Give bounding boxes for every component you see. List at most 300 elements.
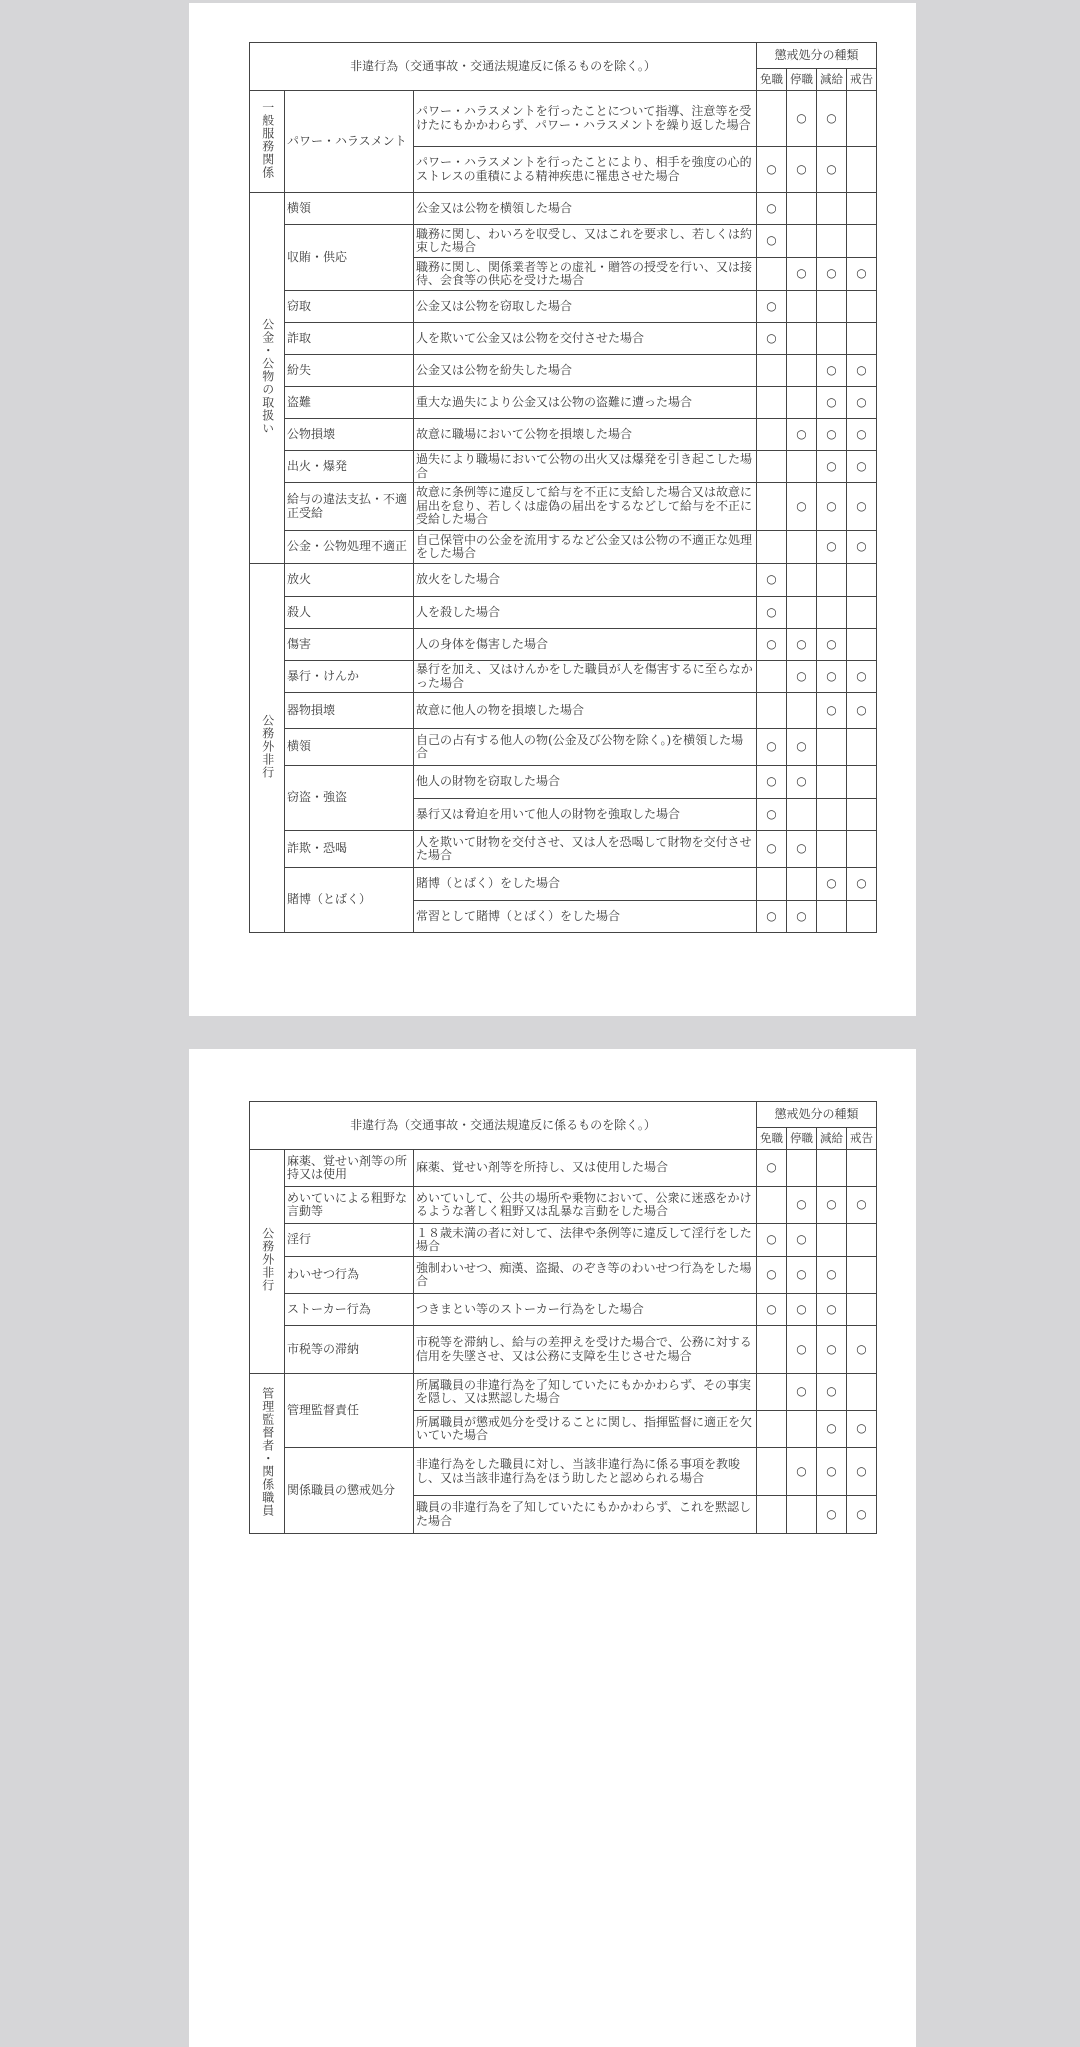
mark-cell-reprimand: [847, 225, 877, 258]
mark-cell-dismissal: [757, 1257, 787, 1294]
mark-cell-suspension: [787, 451, 817, 483]
mark-cell-dismissal: [757, 193, 787, 225]
subcategory-cell: 麻薬、覚せい剤等の所持又は使用: [285, 1150, 414, 1187]
category-label: 公務外非行: [260, 713, 275, 779]
act-description: 暴行又は脅迫を用いて他人の財物を強取した場合: [414, 799, 757, 831]
subcategory-cell: めいていによる粗野な言動等: [285, 1187, 414, 1224]
mark-cell-reprimand: [847, 291, 877, 323]
mark-cell-reprimand: [847, 1374, 877, 1411]
discipline-table: [249, 1101, 877, 1534]
table-row: [250, 291, 877, 323]
circle-mark: ○: [856, 426, 867, 441]
mark-cell-pay-cut: [817, 323, 847, 355]
act-description: 所属職員の非違行為を了知していたにもかかわらず、その事実を隠し、又は黙認した場合: [414, 1374, 757, 1411]
subcategory-cell: パワー・ハラスメント: [285, 91, 414, 193]
circle-mark: ○: [766, 330, 777, 345]
act-description: 職務に関し、関係業者等との虚礼・贈答の授受を行い、又は接待、会食等の供応を受けた場合: [414, 258, 757, 291]
mark-cell-reprimand: [847, 1294, 877, 1326]
mark-cell-suspension: [787, 225, 817, 258]
circle-mark: ○: [826, 539, 837, 554]
mark-cell-suspension: [787, 564, 817, 597]
act-description: 人を殺した場合: [414, 597, 757, 629]
mark-cell-pay-cut: [817, 1374, 847, 1411]
column-header: 免職: [757, 69, 787, 91]
circle-mark: ○: [826, 161, 837, 176]
mark-cell-suspension: [787, 1326, 817, 1374]
header-row: [250, 1102, 877, 1128]
subcategory-cell: 給与の違法支払・不適正受給: [285, 483, 414, 531]
mark-cell-reprimand: [847, 629, 877, 661]
mark-cell-dismissal: [757, 729, 787, 766]
mark-cell-reprimand: [847, 1326, 877, 1374]
header-kinds: 懲戒処分の種類: [757, 43, 877, 69]
act-description: 自己の占有する他人の物(公金及び公物を除く。)を横領した場合: [414, 729, 757, 766]
mark-cell-dismissal: [757, 225, 787, 258]
circle-mark: ○: [856, 458, 867, 473]
mark-cell-dismissal: [757, 1187, 787, 1224]
mark-cell-reprimand: [847, 1187, 877, 1224]
mark-cell-dismissal: [757, 1496, 787, 1534]
mark-cell-pay-cut: [817, 629, 847, 661]
circle-mark: ○: [856, 498, 867, 513]
circle-mark: ○: [826, 1267, 837, 1282]
circle-mark: ○: [766, 1160, 777, 1175]
circle-mark: ○: [826, 1463, 837, 1478]
circle-mark: ○: [766, 572, 777, 587]
act-description: 所属職員が懲戒処分を受けることに関し、指揮監督に適正を欠いていた場合: [414, 1411, 757, 1448]
column-header: 戒告: [847, 1128, 877, 1150]
circle-mark: ○: [856, 394, 867, 409]
mark-cell-dismissal: [757, 147, 787, 193]
act-description: 他人の財物を窃取した場合: [414, 766, 757, 799]
mark-cell-dismissal: [757, 1224, 787, 1257]
mark-cell-pay-cut: [817, 1294, 847, 1326]
mark-cell-dismissal: [757, 258, 787, 291]
circle-mark: ○: [766, 908, 777, 923]
column-header: 戒告: [847, 69, 877, 91]
document-page-2: [189, 1049, 916, 2047]
circle-mark: ○: [856, 1463, 867, 1478]
circle-mark: ○: [856, 1341, 867, 1356]
mark-cell-reprimand: [847, 483, 877, 531]
mark-cell-suspension: [787, 483, 817, 531]
mark-cell-reprimand: [847, 766, 877, 799]
header-kinds: 懲戒処分の種類: [757, 1102, 877, 1128]
mark-cell-dismissal: [757, 799, 787, 831]
mark-cell-dismissal: [757, 661, 787, 693]
column-header: 減給: [817, 69, 847, 91]
circle-mark: ○: [766, 636, 777, 651]
column-header: 減給: [817, 1128, 847, 1150]
circle-mark: ○: [766, 161, 777, 176]
category-cell: [250, 1150, 285, 1374]
circle-mark: ○: [766, 774, 777, 789]
mark-cell-dismissal: [757, 1448, 787, 1496]
act-description: つきまとい等のストーカー行為をした場合: [414, 1294, 757, 1326]
mark-cell-pay-cut: [817, 387, 847, 419]
table-row: [250, 451, 877, 483]
mark-cell-pay-cut: [817, 661, 847, 693]
mark-cell-dismissal: [757, 831, 787, 868]
mark-cell-suspension: [787, 1187, 817, 1224]
circle-mark: ○: [856, 362, 867, 377]
category-label: 管理監督者・関係職員: [260, 1386, 275, 1517]
table-row: [250, 323, 877, 355]
mark-cell-reprimand: [847, 831, 877, 868]
circle-mark: ○: [796, 739, 807, 754]
subcategory-cell: 詐取: [285, 323, 414, 355]
act-description: めいていして、公共の場所や乗物において、公衆に迷惑をかけるような著しく粗野又は乱暴な言動をした場合: [414, 1187, 757, 1224]
column-header: 停職: [787, 69, 817, 91]
category-cell: [250, 193, 285, 564]
act-description: 放火をした場合: [414, 564, 757, 597]
act-description: 自己保管中の公金を流用するなど公金又は公物の不適正な処理をした場合: [414, 531, 757, 564]
mark-cell-pay-cut: [817, 901, 847, 933]
mark-cell-pay-cut: [817, 147, 847, 193]
table-row: [250, 1294, 877, 1326]
subcategory-cell: 放火: [285, 564, 414, 597]
mark-cell-suspension: [787, 291, 817, 323]
subcategory-cell: 傷害: [285, 629, 414, 661]
header-act: 非違行為（交通事故・交通法規違反に係るものを除く。）: [250, 1102, 757, 1150]
mark-cell-suspension: [787, 766, 817, 799]
circle-mark: ○: [766, 200, 777, 215]
mark-cell-pay-cut: [817, 291, 847, 323]
act-description: 故意に職場において公物を損壊した場合: [414, 419, 757, 451]
table-row: [250, 419, 877, 451]
mark-cell-pay-cut: [817, 868, 847, 901]
mark-cell-suspension: [787, 629, 817, 661]
mark-cell-pay-cut: [817, 693, 847, 729]
circle-mark: ○: [826, 702, 837, 717]
mark-cell-pay-cut: [817, 766, 847, 799]
circle-mark: ○: [856, 266, 867, 281]
circle-mark: ○: [826, 458, 837, 473]
act-description: １８歳未満の者に対して、法律や条例等に違反して淫行をした場合: [414, 1224, 757, 1257]
act-description: 賭博（とばく）をした場合: [414, 868, 757, 901]
mark-cell-suspension: [787, 729, 817, 766]
mark-cell-pay-cut: [817, 564, 847, 597]
table-row: [250, 483, 877, 531]
circle-mark: ○: [766, 841, 777, 856]
mark-cell-pay-cut: [817, 419, 847, 451]
mark-cell-reprimand: [847, 1448, 877, 1496]
circle-mark: ○: [796, 498, 807, 513]
subcategory-cell: 紛失: [285, 355, 414, 387]
mark-cell-dismissal: [757, 1294, 787, 1326]
mark-cell-pay-cut: [817, 483, 847, 531]
table-row: [250, 193, 877, 225]
table-row: [250, 729, 877, 766]
mark-cell-dismissal: [757, 597, 787, 629]
circle-mark: ○: [796, 1384, 807, 1399]
subcategory-cell: ストーカー行為: [285, 1294, 414, 1326]
table-row: [250, 597, 877, 629]
circle-mark: ○: [826, 266, 837, 281]
mark-cell-reprimand: [847, 147, 877, 193]
table-row: [250, 564, 877, 597]
subcategory-cell: 市税等の滞納: [285, 1326, 414, 1374]
act-description: 公金又は公物を紛失した場合: [414, 355, 757, 387]
header-act: 非違行為（交通事故・交通法規違反に係るものを除く。）: [250, 43, 757, 91]
circle-mark: ○: [826, 1421, 837, 1436]
mark-cell-suspension: [787, 355, 817, 387]
mark-cell-suspension: [787, 868, 817, 901]
mark-cell-dismissal: [757, 483, 787, 531]
subcategory-cell: 管理監督責任: [285, 1374, 414, 1448]
subcategory-cell: 関係職員の懲戒処分: [285, 1448, 414, 1534]
circle-mark: ○: [796, 110, 807, 125]
category-label: 一般服務関係: [260, 100, 275, 179]
category-label: 公務外非行: [260, 1227, 275, 1293]
subcategory-cell: 殺人: [285, 597, 414, 629]
table-row: [250, 1326, 877, 1374]
mark-cell-suspension: [787, 147, 817, 193]
table-row: [250, 225, 877, 258]
mark-cell-pay-cut: [817, 1257, 847, 1294]
subcategory-cell: 詐欺・恐喝: [285, 831, 414, 868]
subcategory-cell: 窃盗・強盗: [285, 766, 414, 831]
mark-cell-reprimand: [847, 531, 877, 564]
mark-cell-dismissal: [757, 868, 787, 901]
circle-mark: ○: [796, 1267, 807, 1282]
mark-cell-pay-cut: [817, 225, 847, 258]
table-row: [250, 1224, 877, 1257]
circle-mark: ○: [856, 1506, 867, 1521]
mark-cell-suspension: [787, 831, 817, 868]
act-description: 非違行為をした職員に対し、当該非違行為に係る事項を教唆し、又は当該非違行為をほう助したと認められる場合: [414, 1448, 757, 1496]
mark-cell-suspension: [787, 258, 817, 291]
circle-mark: ○: [826, 394, 837, 409]
act-description: 過失により職場において公物の出火又は爆発を引き起こした場合: [414, 451, 757, 483]
table-row: [250, 661, 877, 693]
mark-cell-pay-cut: [817, 1411, 847, 1448]
circle-mark: ○: [826, 1506, 837, 1521]
mark-cell-suspension: [787, 419, 817, 451]
table-row: [250, 355, 877, 387]
mark-cell-suspension: [787, 1257, 817, 1294]
mark-cell-pay-cut: [817, 451, 847, 483]
mark-cell-reprimand: [847, 387, 877, 419]
circle-mark: ○: [826, 1301, 837, 1316]
mark-cell-dismissal: [757, 629, 787, 661]
circle-mark: ○: [826, 876, 837, 891]
mark-cell-suspension: [787, 323, 817, 355]
table-row: [250, 1448, 877, 1496]
mark-cell-pay-cut: [817, 355, 847, 387]
mark-cell-dismissal: [757, 291, 787, 323]
mark-cell-dismissal: [757, 1326, 787, 1374]
act-description: 故意に他人の物を損壊した場合: [414, 693, 757, 729]
mark-cell-reprimand: [847, 323, 877, 355]
mark-cell-pay-cut: [817, 531, 847, 564]
circle-mark: ○: [826, 1341, 837, 1356]
act-description: パワー・ハラスメントを行ったことにより、相手を強度の心的ストレスの重積による精神疾患に罹患させた場合: [414, 147, 757, 193]
mark-cell-suspension: [787, 1496, 817, 1534]
circle-mark: ○: [856, 702, 867, 717]
mark-cell-reprimand: [847, 1496, 877, 1534]
mark-cell-reprimand: [847, 1257, 877, 1294]
category-cell: [250, 1374, 285, 1534]
circle-mark: ○: [826, 426, 837, 441]
act-description: 麻薬、覚せい剤等を所持し、又は使用した場合: [414, 1150, 757, 1187]
mark-cell-dismissal: [757, 531, 787, 564]
mark-cell-dismissal: [757, 693, 787, 729]
circle-mark: ○: [796, 1301, 807, 1316]
mark-cell-dismissal: [757, 387, 787, 419]
circle-mark: ○: [856, 1421, 867, 1436]
circle-mark: ○: [826, 668, 837, 683]
mark-cell-suspension: [787, 387, 817, 419]
subcategory-cell: 盗難: [285, 387, 414, 419]
mark-cell-pay-cut: [817, 1496, 847, 1534]
circle-mark: ○: [796, 636, 807, 651]
mark-cell-pay-cut: [817, 729, 847, 766]
mark-cell-suspension: [787, 1448, 817, 1496]
circle-mark: ○: [856, 876, 867, 891]
act-description: 市税等を滞納し、給与の差押えを受けた場合で、公務に対する信用を失墜させ、又は公務に支障を生じさせた場合: [414, 1326, 757, 1374]
circle-mark: ○: [826, 362, 837, 377]
act-description: 人を欺いて財物を交付させ、又は人を恐喝して財物を交付させた場合: [414, 831, 757, 868]
mark-cell-suspension: [787, 693, 817, 729]
category-cell: [250, 564, 285, 933]
mark-cell-suspension: [787, 1374, 817, 1411]
act-description: パワー・ハラスメントを行ったことについて指導、注意等を受けたにもかかわらず、パワー・ハラスメントを繰り返した場合: [414, 91, 757, 147]
circle-mark: ○: [766, 1267, 777, 1282]
mark-cell-suspension: [787, 91, 817, 147]
circle-mark: ○: [826, 110, 837, 125]
circle-mark: ○: [766, 739, 777, 754]
mark-cell-reprimand: [847, 661, 877, 693]
mark-cell-suspension: [787, 1411, 817, 1448]
mark-cell-reprimand: [847, 564, 877, 597]
mark-cell-dismissal: [757, 766, 787, 799]
circle-mark: ○: [796, 1232, 807, 1247]
act-description: 常習として賭博（とばく）をした場合: [414, 901, 757, 933]
table-row: [250, 766, 877, 799]
mark-cell-pay-cut: [817, 1326, 847, 1374]
table-row: [250, 629, 877, 661]
act-description: 公金又は公物を窃取した場合: [414, 291, 757, 323]
circle-mark: ○: [766, 1301, 777, 1316]
mark-cell-reprimand: [847, 258, 877, 291]
category-cell: [250, 91, 285, 193]
mark-cell-dismissal: [757, 355, 787, 387]
table-row: [250, 831, 877, 868]
mark-cell-suspension: [787, 597, 817, 629]
circle-mark: ○: [796, 1463, 807, 1478]
mark-cell-reprimand: [847, 451, 877, 483]
mark-cell-dismissal: [757, 451, 787, 483]
act-description: 強制わいせつ、痴漢、盗撮、のぞき等のわいせつ行為をした場合: [414, 1257, 757, 1294]
circle-mark: ○: [796, 266, 807, 281]
circle-mark: ○: [826, 498, 837, 513]
subcategory-cell: 横領: [285, 193, 414, 225]
mark-cell-dismissal: [757, 564, 787, 597]
mark-cell-pay-cut: [817, 1448, 847, 1496]
mark-cell-reprimand: [847, 1224, 877, 1257]
circle-mark: ○: [826, 636, 837, 651]
column-header: 停職: [787, 1128, 817, 1150]
mark-cell-dismissal: [757, 1374, 787, 1411]
mark-cell-pay-cut: [817, 1187, 847, 1224]
table-row: [250, 1257, 877, 1294]
subcategory-cell: 淫行: [285, 1224, 414, 1257]
table-row: [250, 1150, 877, 1187]
mark-cell-reprimand: [847, 419, 877, 451]
act-description: 人の身体を傷害した場合: [414, 629, 757, 661]
circle-mark: ○: [796, 1197, 807, 1212]
mark-cell-pay-cut: [817, 1150, 847, 1187]
circle-mark: ○: [856, 539, 867, 554]
mark-cell-reprimand: [847, 355, 877, 387]
subcategory-cell: 公金・公物処理不適正: [285, 531, 414, 564]
mark-cell-pay-cut: [817, 1224, 847, 1257]
mark-cell-dismissal: [757, 419, 787, 451]
mark-cell-pay-cut: [817, 799, 847, 831]
table-row: [250, 868, 877, 901]
circle-mark: ○: [766, 1232, 777, 1247]
document-page-1: [189, 3, 916, 1016]
mark-cell-suspension: [787, 799, 817, 831]
act-description: 職務に関し、わいろを収受し、又はこれを要求し、若しくは約束した場合: [414, 225, 757, 258]
circle-mark: ○: [796, 908, 807, 923]
mark-cell-suspension: [787, 531, 817, 564]
mark-cell-suspension: [787, 193, 817, 225]
circle-mark: ○: [796, 161, 807, 176]
mark-cell-reprimand: [847, 91, 877, 147]
mark-cell-reprimand: [847, 868, 877, 901]
act-description: 故意に条例等に違反して給与を不正に支給した場合又は故意に届出を怠り、若しくは虚偽の届出をするなどして給与を不正に受給した場合: [414, 483, 757, 531]
circle-mark: ○: [856, 668, 867, 683]
circle-mark: ○: [856, 1197, 867, 1212]
act-description: 職員の非違行為を了知していたにもかかわらず、これを黙認した場合: [414, 1496, 757, 1534]
circle-mark: ○: [796, 668, 807, 683]
subcategory-cell: 器物損壊: [285, 693, 414, 729]
mark-cell-pay-cut: [817, 831, 847, 868]
table-row: [250, 387, 877, 419]
mark-cell-reprimand: [847, 693, 877, 729]
subcategory-cell: わいせつ行為: [285, 1257, 414, 1294]
mark-cell-suspension: [787, 661, 817, 693]
mark-cell-suspension: [787, 1294, 817, 1326]
mark-cell-pay-cut: [817, 91, 847, 147]
mark-cell-suspension: [787, 1150, 817, 1187]
mark-cell-reprimand: [847, 597, 877, 629]
mark-cell-reprimand: [847, 193, 877, 225]
header-row: [250, 43, 877, 69]
circle-mark: ○: [766, 604, 777, 619]
circle-mark: ○: [796, 774, 807, 789]
mark-cell-pay-cut: [817, 193, 847, 225]
mark-cell-reprimand: [847, 1150, 877, 1187]
subcategory-cell: 横領: [285, 729, 414, 766]
circle-mark: ○: [796, 426, 807, 441]
mark-cell-reprimand: [847, 729, 877, 766]
mark-cell-pay-cut: [817, 597, 847, 629]
table-row: [250, 693, 877, 729]
subcategory-cell: 暴行・けんか: [285, 661, 414, 693]
subcategory-cell: 収賄・供応: [285, 225, 414, 291]
circle-mark: ○: [826, 1197, 837, 1212]
table-row: [250, 1187, 877, 1224]
mark-cell-suspension: [787, 1224, 817, 1257]
circle-mark: ○: [796, 1341, 807, 1356]
subcategory-cell: 窃取: [285, 291, 414, 323]
circle-mark: ○: [796, 841, 807, 856]
table-row: [250, 91, 877, 147]
circle-mark: ○: [766, 806, 777, 821]
